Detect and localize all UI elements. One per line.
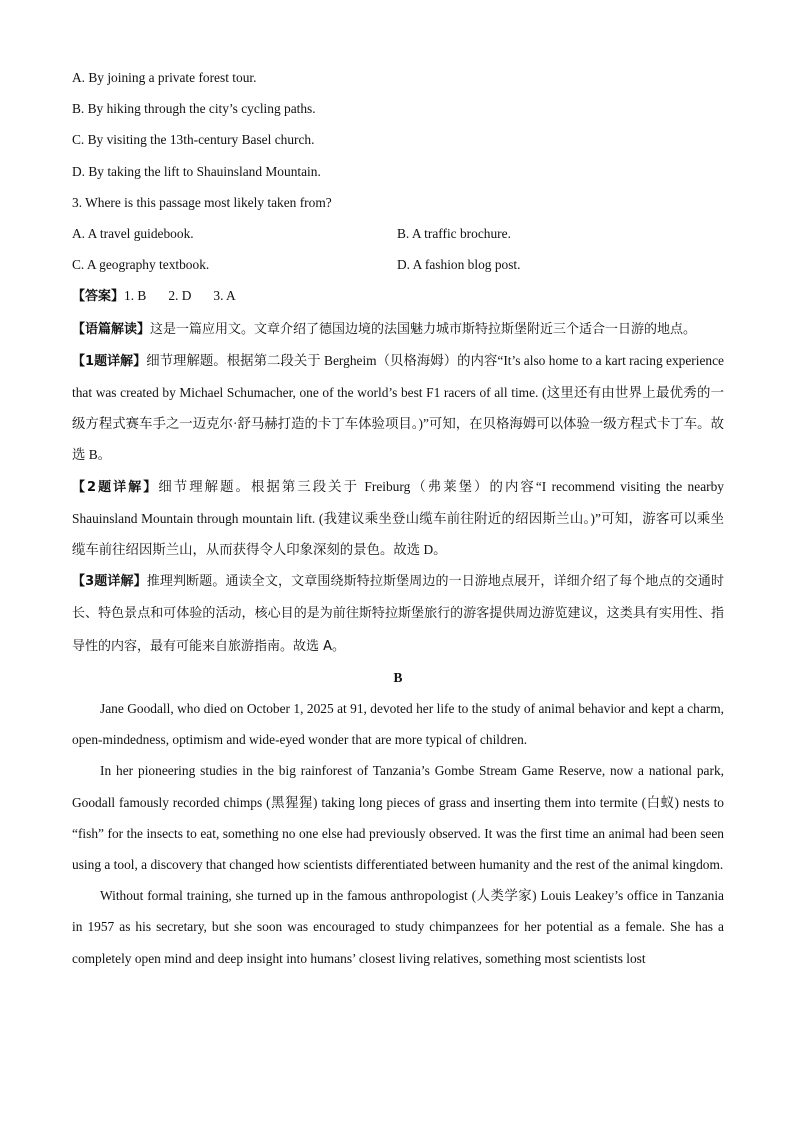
q2-option-c: C. By visiting the 13th-century Basel church.	[72, 132, 315, 148]
section-b-heading: B	[393, 669, 403, 685]
detail2-paragraph	[72, 471, 724, 566]
detail2-text: 细节理解题。根据第三段关于 Freiburg（弗莱堡）的内容“I recommend visiting the nearby Shauinsland Mountain through mountain lift. (我建议乘坐登山缆车前往附近的绍因斯兰山。)”可知，游客可以乘坐缆车前往绍因斯兰山，从而获得令人印象深刻的景色。故选 D。	[72, 478, 724, 558]
answer-1: 1. B	[124, 288, 147, 304]
analysis-tag: 【语篇解读】	[72, 321, 151, 337]
q3-options-row-1	[72, 218, 724, 249]
q3-option-d: D. A fashion blog post.	[397, 257, 521, 273]
answer-tag: 【答案】	[72, 289, 125, 305]
passage-paragraph-3: Without formal training, she turned up in the famous anthropologist (人类学家) Louis Leakey’s office in Tanzania in 1957 as his secretary, but she soon was encouraged to study chimpanzees for her potential as a female. She has a completely open mind and deep insight into humans’ closest living relatives, something most scientists lost	[72, 888, 724, 966]
analysis-paragraph	[72, 313, 724, 345]
detail2-tag: 【2题详解】	[72, 479, 159, 495]
passage-paragraph-1: Jane Goodall, who died on October 1, 2025 at 91, devoted her life to the study of animal behavior and kept a charm, open-mindedness, optimism and wide-eyed wonder that are more typical of children.	[72, 701, 724, 748]
passage-paragraph-2: In her pioneering studies in the big rainforest of Tanzania’s Gombe Stream Game Reserve, now a national park, Goodall famously recorded chimps (黑猩猩) taking long pieces of grass and inserting them into termite (白蚁) nests to “fish” for the insects to eat, something no one else had previously observed. It was the first time an animal had been seen using a tool, a discovery that changed how scientists differentiated between humanity and the rest of the animal kingdom.	[72, 763, 724, 873]
q3-option-c: C. A geography textbook.	[72, 257, 210, 273]
detail3-text: 推理判断题。通读全文，文章围绕斯特拉斯堡周边的一日游地点展开，详细介绍了每个地点的交通时长、特色景点和可体验的活动，核心目的是为前往斯特拉斯堡旅行的游客提供周边游览建议，这类具有实用性、指导性的内容，最有可能来自旅游指南。故选 A。	[72, 574, 724, 654]
detail3-paragraph	[72, 565, 724, 662]
q2-option-d: D. By taking the lift to Shauinsland Mountain.	[72, 163, 321, 179]
answer-2: 2. D	[168, 288, 192, 304]
detail1-paragraph	[72, 345, 724, 471]
answer-line	[72, 280, 724, 312]
detail3-tag: 【3题详解】	[72, 574, 147, 590]
q3-option-a: A. A travel guidebook.	[72, 226, 194, 242]
document-page	[72, 62, 724, 974]
q2-option-b: B. By hiking through the city’s cycling paths.	[72, 101, 316, 117]
detail1-tag: 【1题详解】	[72, 353, 147, 369]
q2-option-a: A. By joining a private forest tour.	[72, 70, 257, 85]
detail1-text: 细节理解题。根据第二段关于 Bergheim（贝格海姆）的内容“It’s also home to a kart racing experience that was created by Michael Schumacher, one of the world’s best F1 racers of all time. (这里还有由世界上最优秀的一级方程式赛车手之一迈克尔·舒马赫打造的卡丁车体验项目。)”可知，在贝格海姆可以体验一级方程式卡丁车。故选 B。	[72, 352, 724, 463]
q3-option-b: B. A traffic brochure.	[397, 226, 511, 242]
analysis-text: 这是一篇应用文。文章介绍了德国边境的法国魅力城市斯特拉斯堡附近三个适合一日游的地点。	[150, 321, 697, 337]
q3-stem: 3. Where is this passage most likely taken from?	[72, 194, 332, 210]
answer-3: 3. A	[213, 288, 236, 304]
q3-options-row-2	[72, 249, 724, 280]
